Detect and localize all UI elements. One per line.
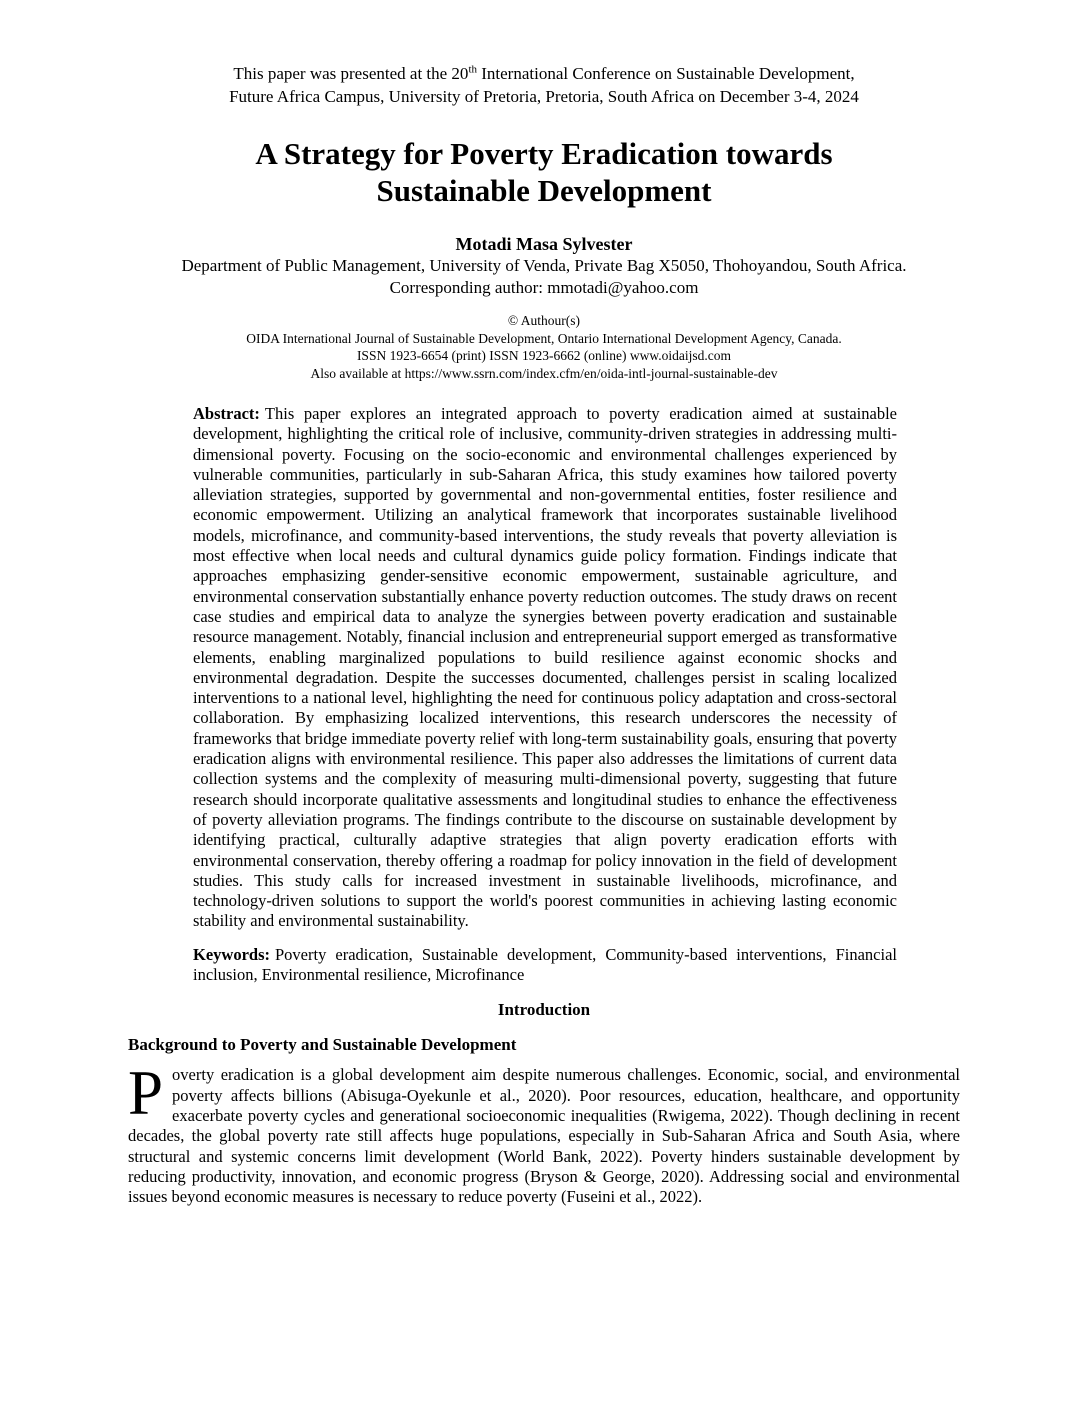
conference-presentation-note xyxy=(0,62,1088,108)
author-name: Motadi Masa Sylvester xyxy=(455,234,633,254)
publisher-block xyxy=(0,312,1088,382)
background-paragraph xyxy=(128,1058,960,1207)
author-affiliation: Department of Public Management, University of Venda, Private Bag X5050, Thohoyandou, South Africa. xyxy=(181,256,907,275)
copyright-line: © Authour(s) xyxy=(507,313,581,328)
paper-title-line2: Sustainable Development xyxy=(376,173,712,208)
keywords-label: Keywords: xyxy=(193,944,270,964)
abstract-label: Abstract: xyxy=(193,404,260,423)
paper-title xyxy=(0,135,1088,209)
keywords xyxy=(193,945,897,986)
keywords-text: Poverty eradication, Sustainable development, Community-based interventions, Financial inclusion, Environmental resilience, Microfinance xyxy=(193,944,897,985)
introduction-heading: Introduction xyxy=(497,1000,591,1020)
presentation-note-line1 xyxy=(0,62,1088,85)
journal-line: OIDA International Journal of Sustainable Development, Ontario International Development Agency, Canada. xyxy=(246,330,842,346)
ordinal-superscript: th xyxy=(468,63,477,76)
abstract-text: This paper explores an integrated approach to poverty eradication aimed at sustainable development, highlighting the critical role of inclusive, community-driven strategies in addressing multi-dimensional poverty. Focusing on the socio-economic and environmental challenges experienced by vulnerable communities, particularly in sub-Saharan Africa, this study examines how tailored poverty alleviation strategies, supported by governmental and non-governmental entities, foster resilience and economic empowerment. Utilizing an analytical framework that incorporates sustainable livelihood models, microfinance, and community-based interventions, the study reveals that poverty alleviation is most effective when local needs and cultural dynamics guide policy formation. Findings indicate that approaches emphasizing gender-sensitive economic empowerment, sustainable agriculture, and environmental conservation substantially enhance poverty reduction outcomes. The study draws on recent case studies and empirical data to analyze the synergies between poverty eradication and sustainable resource management. Notably, financial inclusion and entrepreneurial support emerged as transformative elements, enabling marginalized populations to build resilience against economic shocks and environmental degradation. Despite the successes documented, challenges persist in scaling localized interventions to a national level, highlighting the need for continuous policy adaptation and cross-sectoral collaboration. By emphasizing localized interventions, this research underscores the necessity of frameworks that bridge immediate poverty relief with long-term sustainability goals, ensuring that poverty eradication aligns with environmental resilience. This paper also addresses the limitations of current data collection systems and the complexity of measuring multi-dimensional poverty, suggesting that future research should incorporate qualitative assessments and longitudinal studies to enhance the effectiveness of poverty alleviation programs. The findings contribute to the discourse on sustainable development by identifying practical, culturally adaptive strategies that align poverty eradication efforts with environmental conservation, thereby offering a roadmap for policy innovation in the field of development studies. This study calls for increased investment in sustainable livelihoods, microfinance, and technology-driven solutions to support the world's poorest communities in achieving lasting economic stability and environmental sustainability. xyxy=(193,404,897,931)
corresponding-author: Corresponding author: mmotadi@yahoo.com xyxy=(389,278,699,297)
background-paragraph-text: overty eradication is a global development aim despite numerous challenges. Economic, social, and environmental poverty affects billions (Abisuga-Oyekunle et al., 2020). Poor resources, education, healthcare, and opportunity exacerbate poverty cycles and generational socioeconomic inequalities (Rwigema, 2022). Though declining in recent decades, the global poverty rate still affects huge populations, especially in Sub-Saharan Africa and South Asia, where structural and systemic concerns limit development (World Bank, 2022). Poverty hinders sustainable development by reducing productivity, innovation, and economic progress (Bryson & George, 2020). Addressing social and environmental issues beyond economic measures is necessary to reduce poverty (Fuseini et al., 2022). xyxy=(128,1065,960,1207)
availability-line: Also available at https://www.ssrn.com/index.cfm/en/oida-intl-journal-sustainable-dev xyxy=(310,365,778,381)
issn-line: ISSN 1923-6654 (print) ISSN 1923-6662 (online) www.oidaijsd.com xyxy=(356,348,732,363)
presentation-note-line1-post: International Conference on Sustainable Development, xyxy=(477,64,855,83)
presentation-note-line1-pre: This paper was presented at the 20 xyxy=(233,64,469,83)
paper-title-line1: A Strategy for Poverty Eradication towards xyxy=(255,136,833,171)
author-block xyxy=(0,233,1088,299)
background-section-heading: Background to Poverty and Sustainable Development xyxy=(128,1035,517,1055)
presentation-note-line2: Future Africa Campus, University of Pretoria, Pretoria, South Africa on December 3-4, 2024 xyxy=(229,87,859,106)
abstract xyxy=(193,404,897,932)
dropcap-letter: P xyxy=(128,1058,164,1129)
